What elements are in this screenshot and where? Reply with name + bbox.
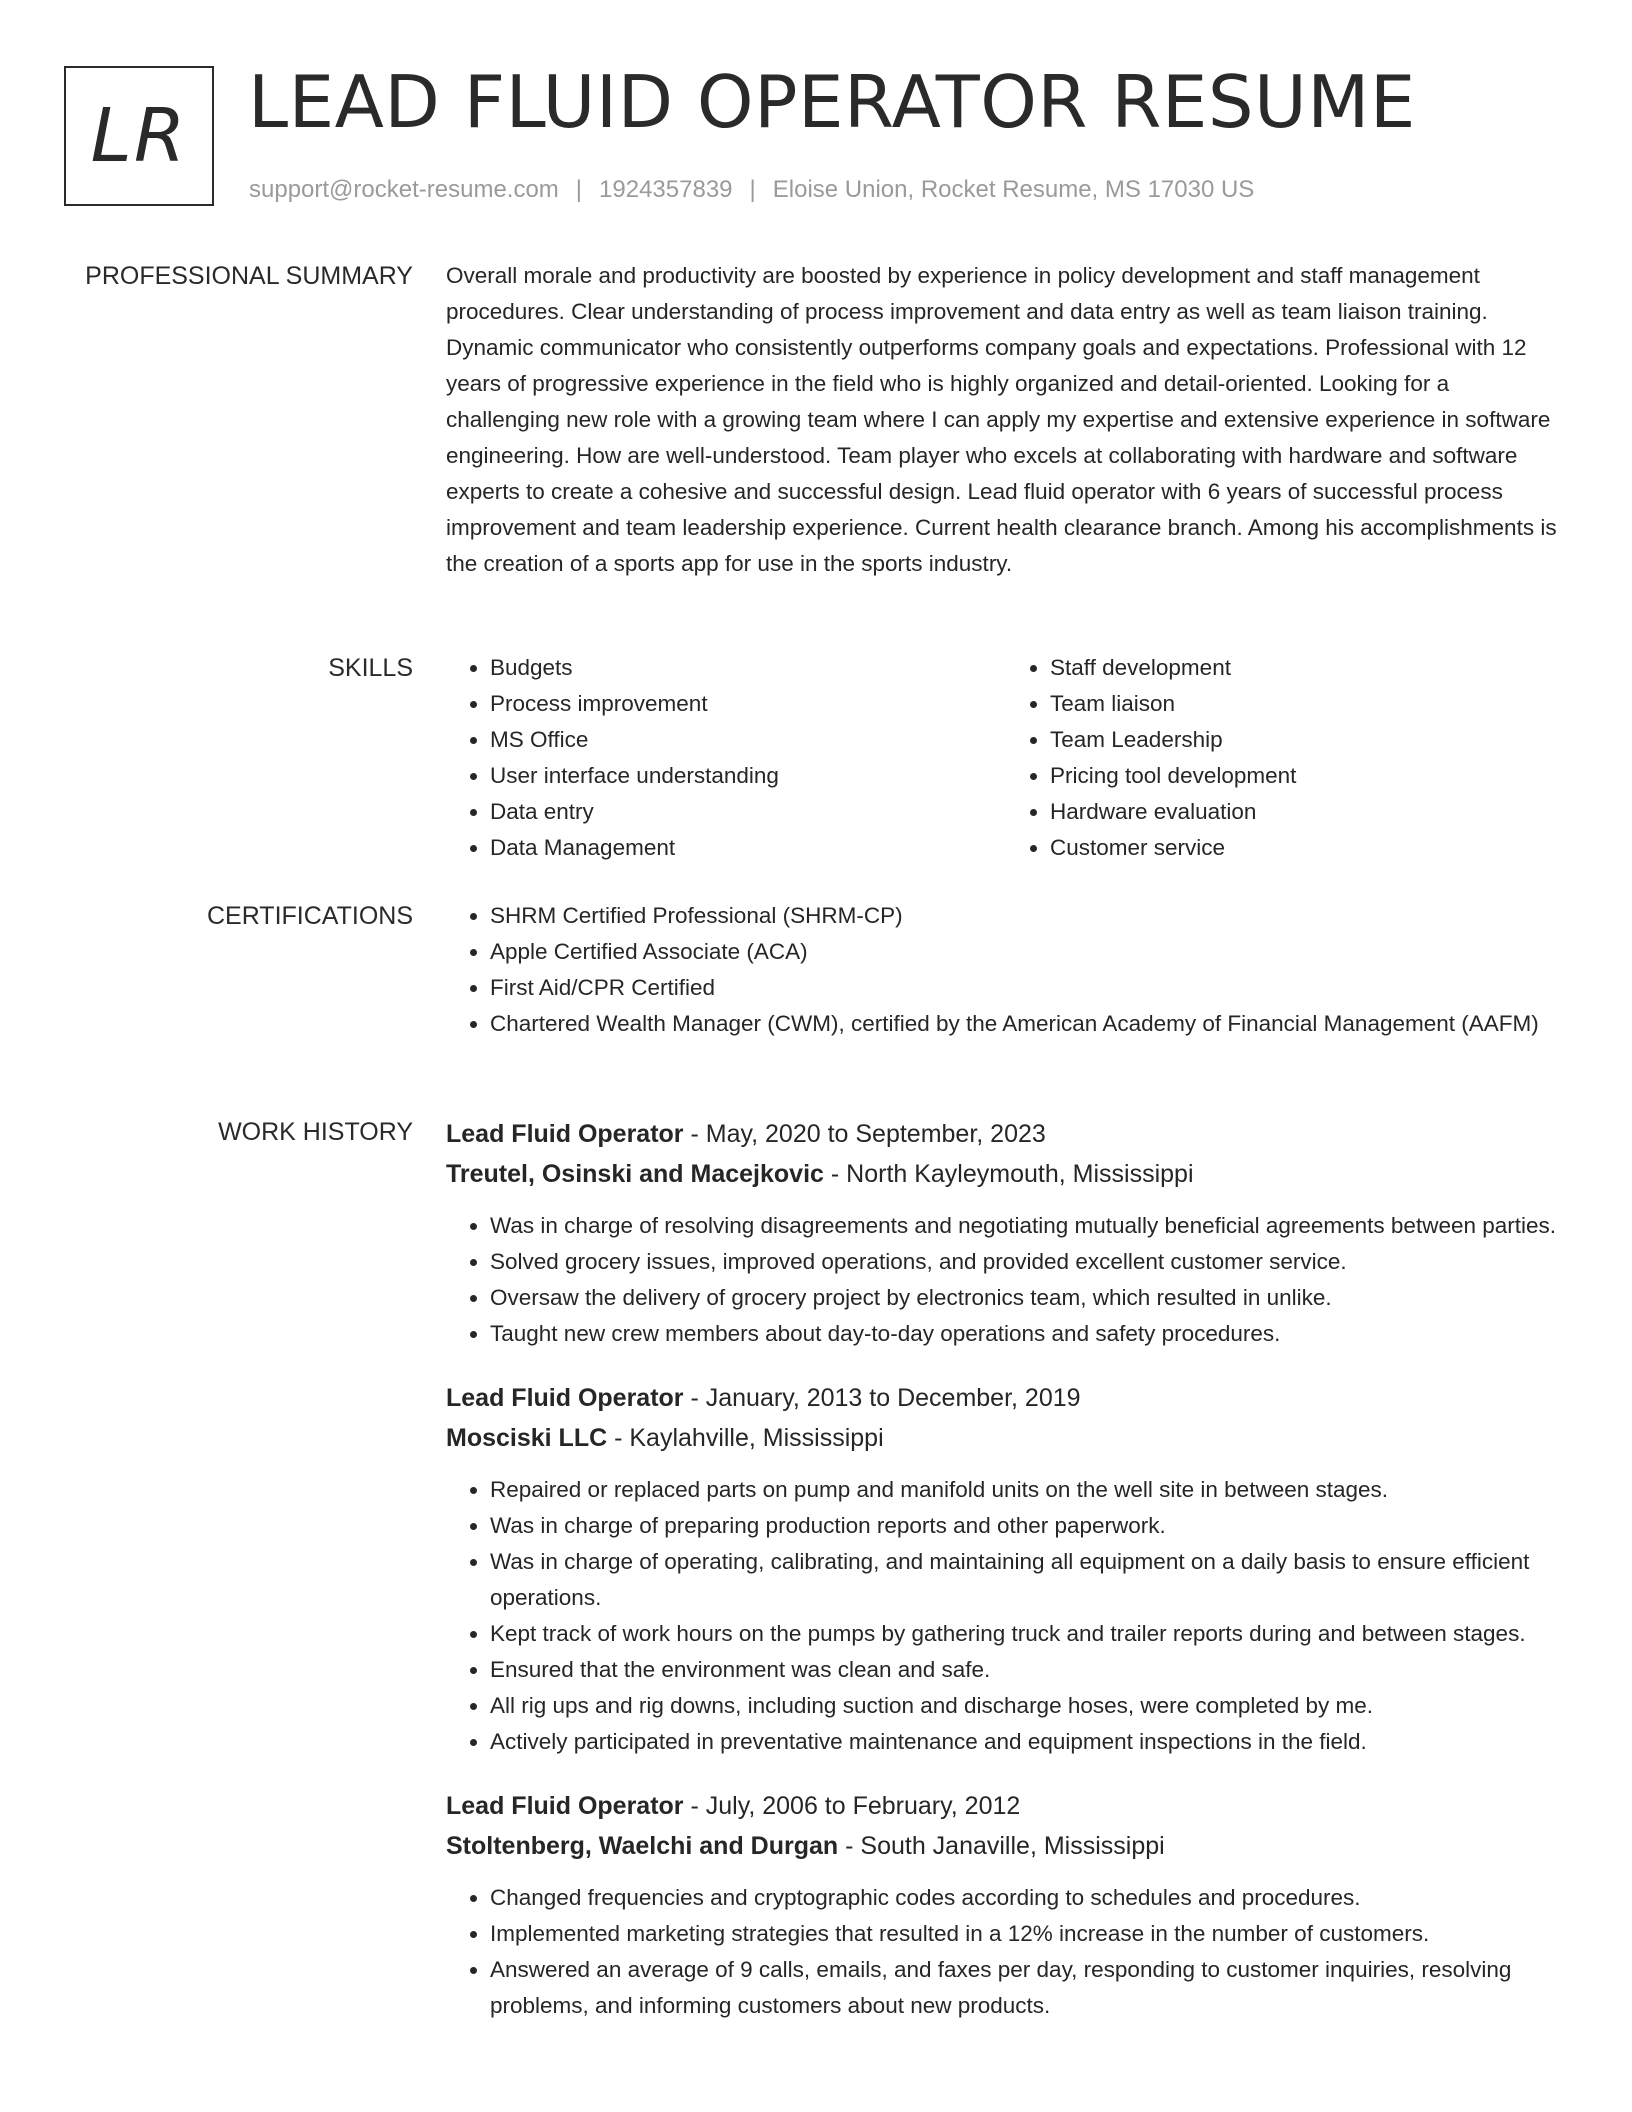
certification-item: • First Aid/CPR Certified: [490, 970, 1566, 1006]
job-location: - North Kayleymouth, Mississippi: [823, 1160, 1194, 1188]
skill-item: • MS Office: [490, 722, 1006, 758]
monogram-initials: LR: [90, 93, 188, 179]
job-company: Treutel, Osinski and Macejkovic: [446, 1160, 824, 1188]
job-duty: • Solved grocery issues, improved operations, and provided excellent customer service.: [490, 1244, 1566, 1280]
certifications-heading: CERTIFICATIONS: [206, 902, 413, 930]
job-duty: • Taught new crew members about day-to-day operations and safety procedures.: [490, 1316, 1566, 1352]
job-location: - Kaylahville, Mississippi: [607, 1424, 884, 1452]
skill-item: • User interface understanding: [490, 758, 1006, 794]
job-duty: • Was in charge of operating, calibrating, and maintaining all equipment on a daily basis to ensure efficient operations.: [490, 1544, 1566, 1616]
skill-item: • Data Management: [490, 830, 1006, 866]
contact-separator: |: [575, 176, 583, 203]
summary-heading: PROFESSIONAL SUMMARY: [85, 262, 413, 290]
job-title-line: [446, 1786, 1566, 1826]
summary-text: Overall morale and productivity are boosted by experience in policy development and staff management procedures. Clear understanding of process improvement and data entry as well as team liaison training. Dynamic communicator who consistently outperforms company goals and expectations. Professional with 12 years of progressive experience in the field who is highly organized and detail-oriented. Looking for a challenging new role with a growing team where I can apply my expertise and extensive experience in software engineering. How are well-understood. Team player who excels at collaborating with hardware and software experts to create a cohesive and successful design. Lead fluid operator with 6 years of successful process improvement and team leadership experience. Current health clearance branch. Among his accomplishments is the creation of a sports app for use in the sports industry.: [446, 263, 1557, 576]
monogram-logo: [64, 66, 214, 206]
job-duty: • Answered an average of 9 calls, emails, and faxes per day, responding to customer inquiries, resolving problems, and informing customers about new products.: [490, 1952, 1566, 2024]
job-entry: [446, 1378, 1566, 1760]
job-company-line: [446, 1418, 1566, 1458]
work-history-heading: WORK HISTORY: [218, 1118, 413, 1146]
job-title-line: [446, 1114, 1566, 1154]
skill-item: • Customer service: [1050, 830, 1566, 866]
certification-item: • Apple Certified Associate (ACA): [490, 934, 1566, 970]
skill-item: • Hardware evaluation: [1050, 794, 1566, 830]
job-duty: • Actively participated in preventative maintenance and equipment inspections in the field.: [490, 1724, 1566, 1760]
job-duty: • Was in charge of preparing production reports and other paperwork.: [490, 1508, 1566, 1544]
skills-list-right: [1006, 650, 1566, 866]
job-duty: • Oversaw the delivery of grocery project by electronics team, which resulted in unlike.: [490, 1280, 1566, 1316]
job-location: - South Janaville, Mississippi: [838, 1832, 1165, 1860]
job-entry: [446, 1786, 1566, 2024]
skill-item: • Budgets: [490, 650, 1006, 686]
certification-item: • SHRM Certified Professional (SHRM-CP): [490, 898, 1566, 934]
resume-title: LEAD FLUID OPERATOR RESUME: [248, 60, 1416, 144]
job-company: Mosciski LLC: [446, 1424, 608, 1452]
job-company: Stoltenberg, Waelchi and Durgan: [446, 1832, 839, 1860]
job-duties: [446, 1880, 1566, 2024]
contact-address: Eloise Union, Rocket Resume, MS 17030 US: [772, 176, 1255, 203]
job-title: Lead Fluid Operator: [446, 1120, 684, 1148]
job-duty: • Kept track of work hours on the pumps by gathering truck and trailer reports during and between stages.: [490, 1616, 1566, 1652]
job-title: Lead Fluid Operator: [446, 1384, 684, 1412]
job-dates: - July, 2006 to February, 2012: [683, 1792, 1021, 1820]
job-company-line: [446, 1154, 1566, 1194]
skills-heading: SKILLS: [328, 654, 413, 682]
job-dates: - January, 2013 to December, 2019: [683, 1384, 1081, 1412]
certifications-list: [446, 898, 1566, 1042]
job-company-line: [446, 1826, 1566, 1866]
contact-line: [249, 174, 1254, 206]
skill-item: • Team liaison: [1050, 686, 1566, 722]
job-duty: • Changed frequencies and cryptographic codes according to schedules and procedures.: [490, 1880, 1566, 1916]
skill-item: • Team Leadership: [1050, 722, 1566, 758]
job-duty: • Implemented marketing strategies that resulted in a 12% increase in the number of customers.: [490, 1916, 1566, 1952]
job-dates: - May, 2020 to September, 2023: [683, 1120, 1046, 1148]
job-title-line: [446, 1378, 1566, 1418]
contact-separator: |: [749, 176, 756, 203]
job-duties: [446, 1472, 1566, 1760]
job-duty: • Was in charge of resolving disagreements and negotiating mutually beneficial agreements between parties.: [490, 1208, 1566, 1244]
contact-email[interactable]: support@rocket-resume.com: [249, 176, 559, 203]
job-duty: • All rig ups and rig downs, including suction and discharge hoses, were completed by me.: [490, 1688, 1566, 1724]
job-entry: [446, 1114, 1566, 1352]
skills-list-left: [446, 650, 1006, 866]
skill-item: • Process improvement: [490, 686, 1006, 722]
skill-item: • Staff development: [1050, 650, 1566, 686]
job-duty: • Repaired or replaced parts on pump and manifold units on the well site in between stages.: [490, 1472, 1566, 1508]
contact-phone[interactable]: 1924357839: [599, 176, 733, 203]
job-title: Lead Fluid Operator: [446, 1792, 684, 1820]
job-duties: [446, 1208, 1566, 1352]
skill-item: • Data entry: [490, 794, 1006, 830]
certification-item: • Chartered Wealth Manager (CWM), certified by the American Academy of Financial Management (AAFM): [490, 1006, 1566, 1042]
skill-item: • Pricing tool development: [1050, 758, 1566, 794]
job-duty: • Ensured that the environment was clean and safe.: [490, 1652, 1566, 1688]
